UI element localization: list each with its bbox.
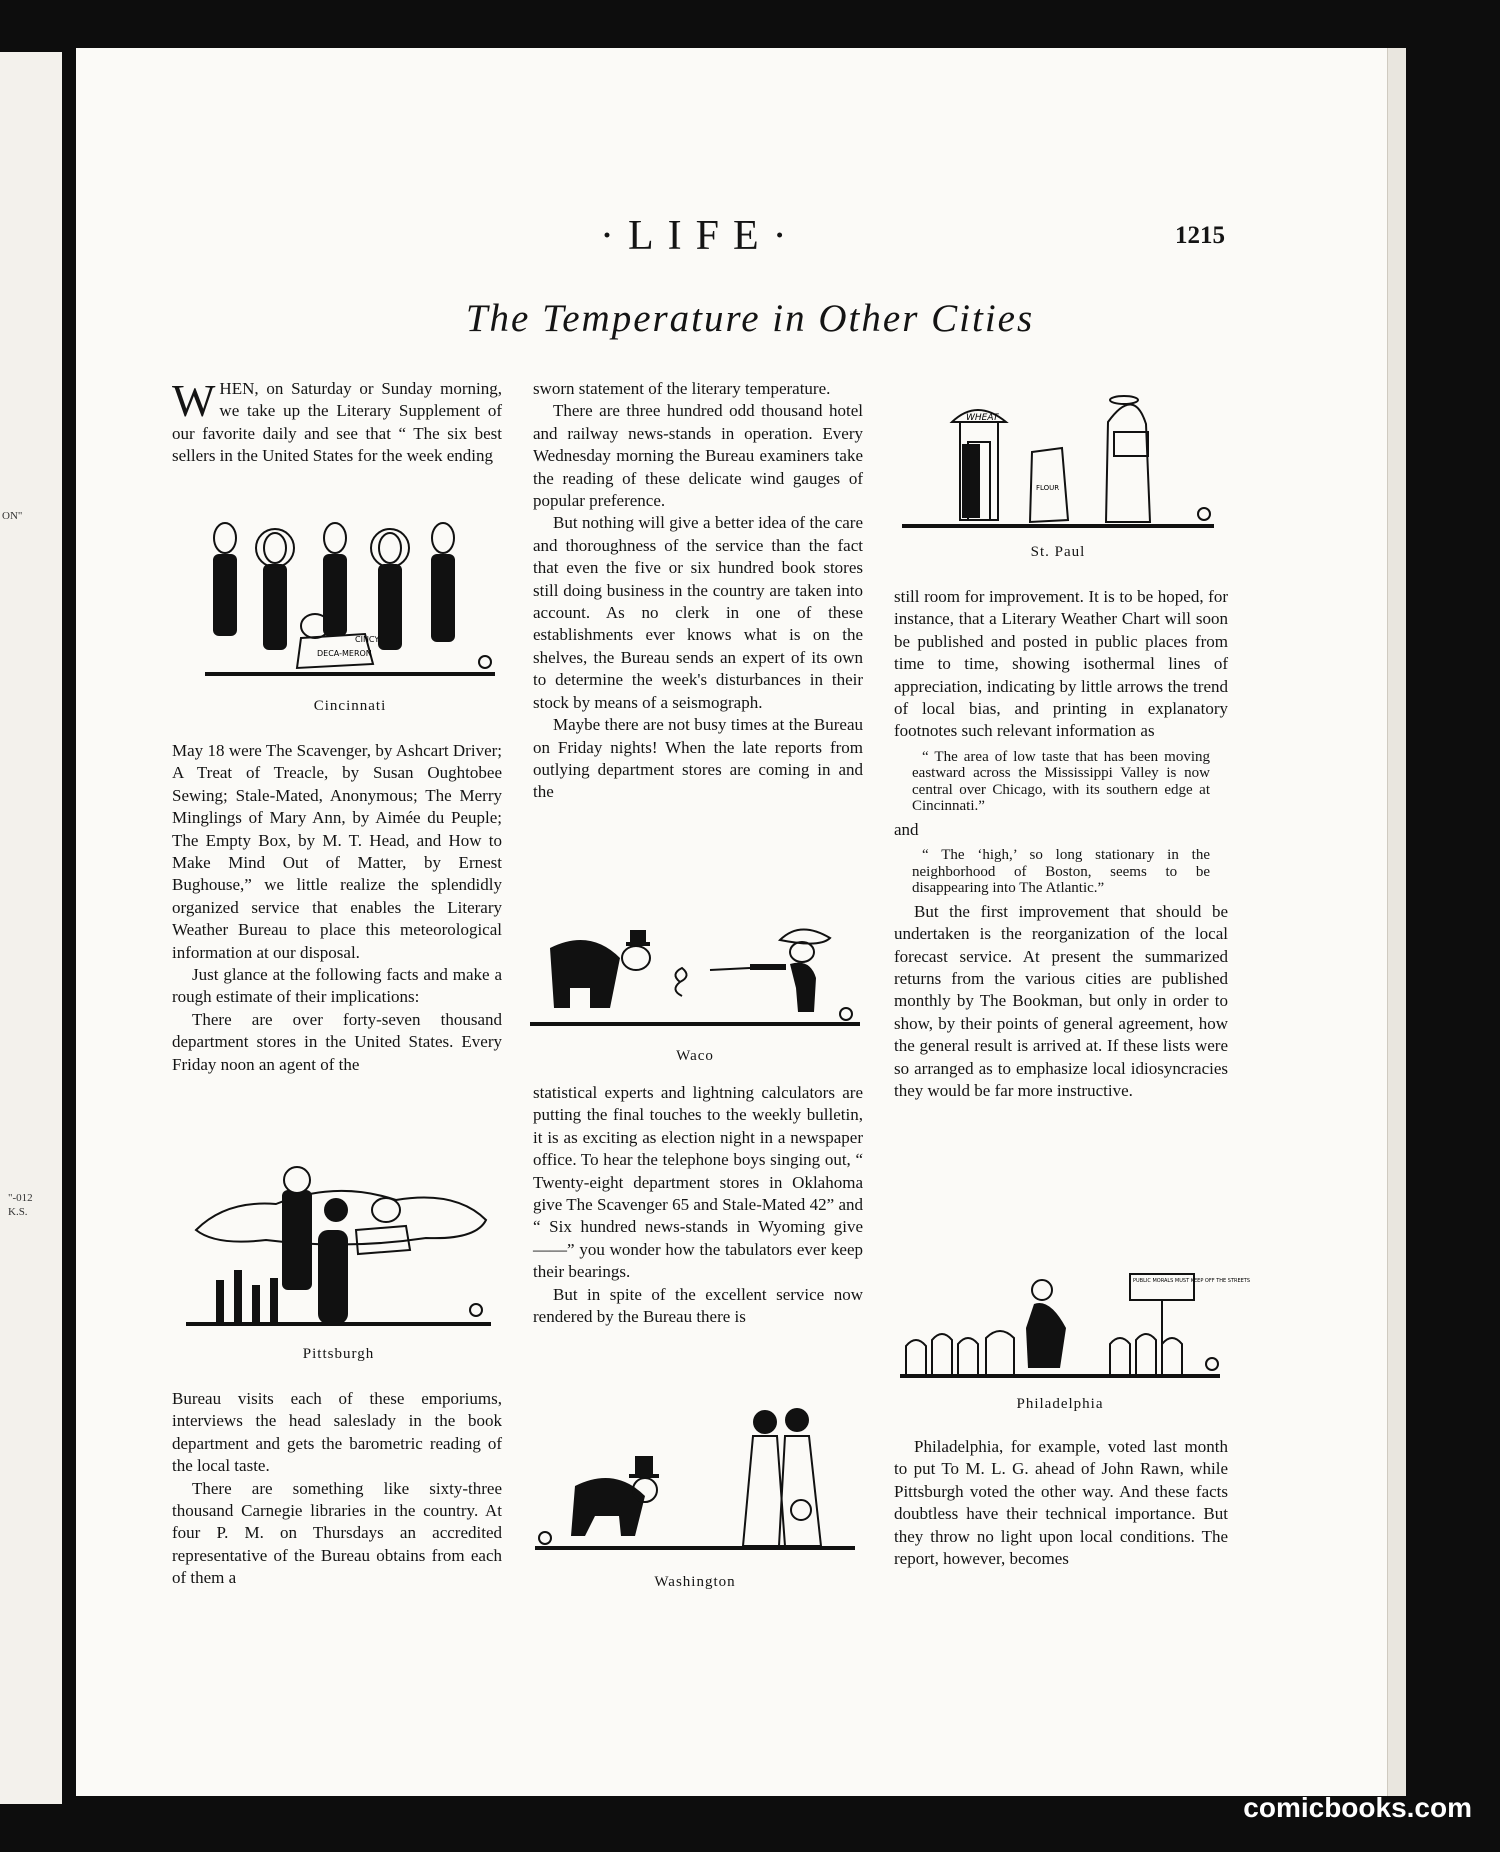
column-1-bottom <box>172 1388 502 1590</box>
column-3-bottom <box>894 1436 1228 1570</box>
paragraph: There are over forty-seven thousand department stores in the United States. Every Friday noon an agent of the <box>172 1009 502 1074</box>
cartoon-cincinnati <box>205 514 495 678</box>
page-number: 1215 <box>1175 222 1225 249</box>
column-2-bottom <box>533 1082 863 1328</box>
paragraph: But nothing will give a better idea of the care and thoroughness of the service than the fact that even the five or six hundred book stores still doing business in the country are taken into account. As no clerk in one of these establishments ever knows what is on the shelves, the Bureau sends an expert of its own to determine the week's disturbances in their stock by means of a seismograph. <box>533 513 863 712</box>
cartoon-st-paul <box>902 392 1214 532</box>
masthead: ·LIFE· <box>600 213 801 259</box>
cartoon-philadelphia <box>900 1268 1251 1382</box>
paragraph: But the first improvement that should be undertaken is the reorganization of the local forecast service. At present the summarized returns from the various cities are published monthly by The Bookman, but only in order to show, by their points of general agreement, how the general result is arrived at. If these lists were so arranged as to emphasize local idiosyncracies they would be far more instructive. <box>894 901 1228 1100</box>
drop-cap: W <box>172 375 216 426</box>
paragraph: But in spite of the excellent service now rendered by the Bureau there is <box>533 1284 863 1327</box>
sign-text: WHEAT <box>966 413 999 423</box>
sign-text: DECA-MERON <box>317 649 372 658</box>
cartoon-pittsburgh <box>186 1160 501 1330</box>
paragraph: Just glance at the following facts and make a rough estimate of their implications: <box>172 965 502 1007</box>
column-2-top <box>533 378 863 804</box>
caption-cincinnati: Cincinnati <box>313 698 387 714</box>
paragraph: There are three hundred odd thousand hotel and railway news-stands in operation. Every Wednesday morning the Bureau examiners take the reading of these delicate wind gauges of popular preference. <box>533 401 863 511</box>
left-page-fragment: K.S. <box>8 1206 28 1218</box>
paragraph: WHEN, on Saturday or Sunday morning, we take up the Literary Supplement of our favorite daily and see that “ The six best sellers in the United States for the week ending <box>172 375 502 466</box>
paragraph: There are something like sixty-three thousand Carnegie libraries in the country. At four P. M. on Thursdays an accredited representative of the Bureau obtains from each of them a <box>172 1478 502 1588</box>
paragraph: and <box>894 819 919 839</box>
left-page-fragment: ON" <box>2 510 23 522</box>
block-quote: “ The area of low taste that has been moving eastward across the Mississippi Valley is now central over Chicago, with its southern edge at Cincinnati.” <box>912 748 1210 815</box>
sack-text: FLOUR <box>1036 484 1060 492</box>
sign-text: CINCY <box>355 635 380 644</box>
paragraph: statistical experts and lightning calculators are putting the final touches to the weekly bulletin, it is as exciting as election night in a newspaper office. To hear the telephone boys singing out, “ Twenty-eight department stores in Oklahoma give The Scavenger 65 and Stale-Mated 42” and “ Six hundred news-stands in Wyoming give——” you wonder how the tabulators ever keep their bearings. <box>533 1083 863 1282</box>
paragraph: Maybe there are not busy times at the Bureau on Friday nights! When the late reports from outlying department stores are coming in and the <box>533 715 863 802</box>
cartoon-waco <box>530 918 860 1030</box>
caption-pittsburgh: Pittsburgh <box>302 1346 375 1362</box>
sign-text: PUBLIC MORALS MUST KEEP OFF THE STREETS <box>1133 1278 1251 1284</box>
caption-philadelphia: Philadelphia <box>1016 1396 1104 1412</box>
caption-st-paul: St. Paul <box>1030 544 1086 560</box>
column-3-top <box>894 586 1228 1102</box>
paragraph: still room for improvement. It is to be hoped, for instance, that a Literary Weather Chart will soon be published and posted in public places from time to time, showing isothermal lines of appreciation, indicating by little arrows the trend of local bias, and printing in explanatory footnotes such relevant information as <box>894 587 1228 741</box>
article-title: The Temperature in Other Cities <box>465 297 1035 340</box>
paragraph: May 18 were The Scavenger, by Ashcart Driver; A Treat of Treacle, by Susan Oughtobee Sewing; Stale-Mated, Anonymous; The Merry Minglings of Mary Ann, by Aimée du Peuple; The Empty Box, by M. T. Head, and How to Make Mind Out of Matter, by Ernest Bughouse,” we little realize the splendidly organized service that enables the Literary Weather Bureau to place this meteorological information at our disposal. <box>172 741 502 962</box>
watermark: comicbooks.com <box>1243 1792 1472 1823</box>
left-page-fragment: "-012 <box>8 1192 33 1204</box>
column-1-top <box>172 375 502 468</box>
caption-washington: Washington <box>654 1574 736 1590</box>
paragraph: Philadelphia, for example, voted last month to put To M. L. G. ahead of John Rawn, while Pittsburgh voted the other way. And these facts doubtless have their technical importance. But they throw no light upon local conditions. The report, however, becomes <box>894 1437 1228 1569</box>
paragraph: Bureau visits each of these emporiums, interviews the head saleslady in the book department and gets the barometric reading of the local taste. <box>172 1389 502 1476</box>
paragraph: sworn statement of the literary temperature. <box>533 379 831 398</box>
block-quote: “ The ‘high,’ so long stationary in the neighborhood of Boston, seems to be disappearing into The Atlantic.” <box>912 847 1210 897</box>
cartoon-washington <box>535 1406 855 1554</box>
column-1-middle <box>172 740 502 1076</box>
caption-waco: Waco <box>676 1048 714 1064</box>
